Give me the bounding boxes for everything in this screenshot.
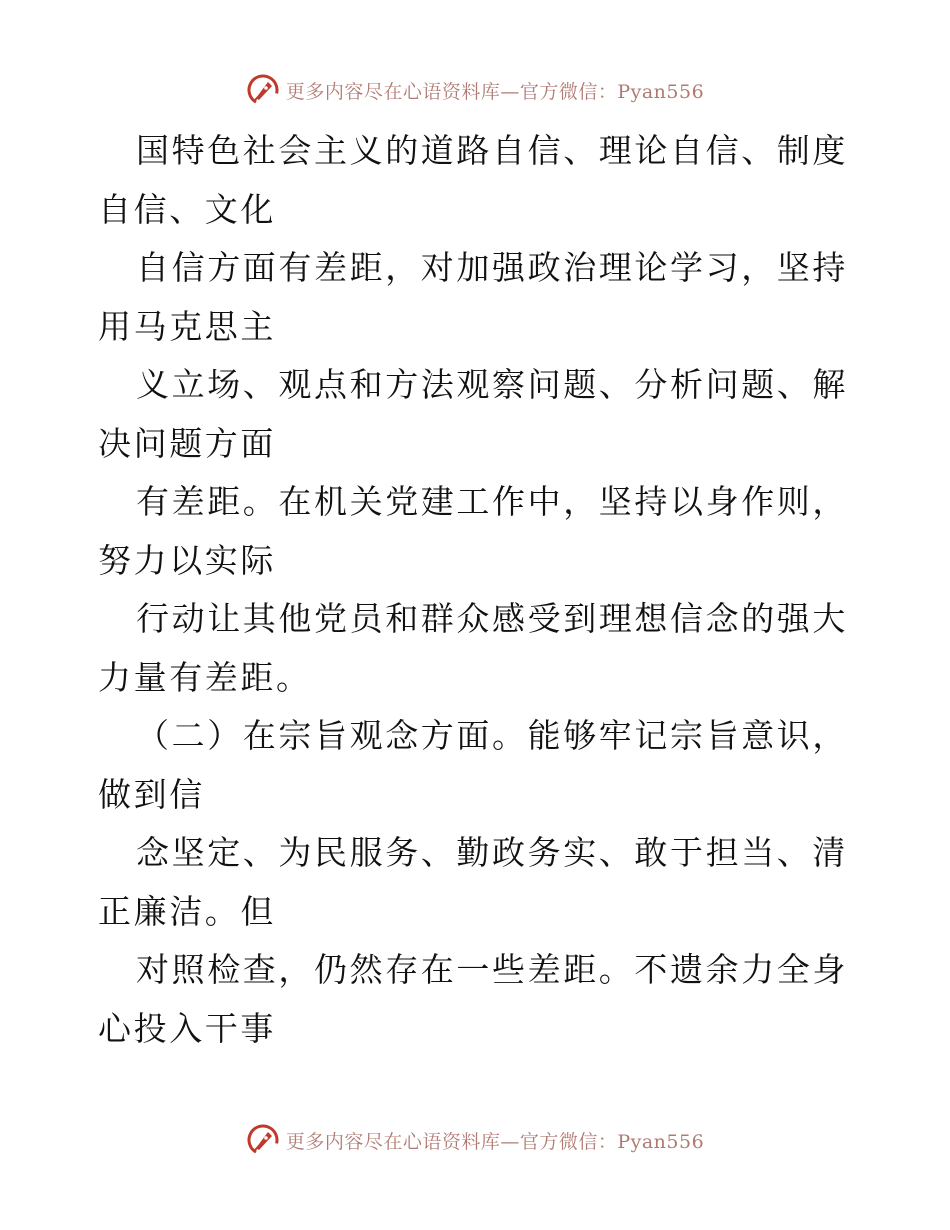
watermark-text: 更多内容尽在心语资料库—官方微信：Pyan556 [285, 80, 705, 103]
document-body [98, 122, 858, 1058]
pen-nib-logo-icon [246, 1123, 280, 1157]
watermark-text: 更多内容尽在心语资料库—官方微信：Pyan556 [285, 1130, 705, 1153]
header-watermark [0, 72, 950, 108]
paragraph: 对照检查，仍然存在一些差距。不遗余力全身心投入干事 [98, 950, 848, 1048]
paragraph: 自信方面有差距，对加强政治理论学习，坚持用马克思主 [98, 248, 848, 346]
paragraph: 念坚定、为民服务、勤政务实、敢于担当、清正廉洁。但 [98, 833, 848, 931]
paragraph: 行动让其他党员和群众感受到理想信念的强大力量有差距。 [98, 599, 848, 697]
paragraph: 国特色社会主义的道路自信、理论自信、制度自信、文化 [98, 131, 848, 229]
pen-nib-logo-icon [246, 73, 280, 107]
footer-watermark [0, 1122, 950, 1158]
paragraph: （二）在宗旨观念方面。能够牢记宗旨意识，做到信 [98, 716, 848, 814]
paragraph: 有差距。在机关党建工作中，坚持以身作则，努力以实际 [98, 482, 848, 580]
paragraph: 义立场、观点和方法观察问题、分析问题、解决问题方面 [98, 365, 848, 463]
